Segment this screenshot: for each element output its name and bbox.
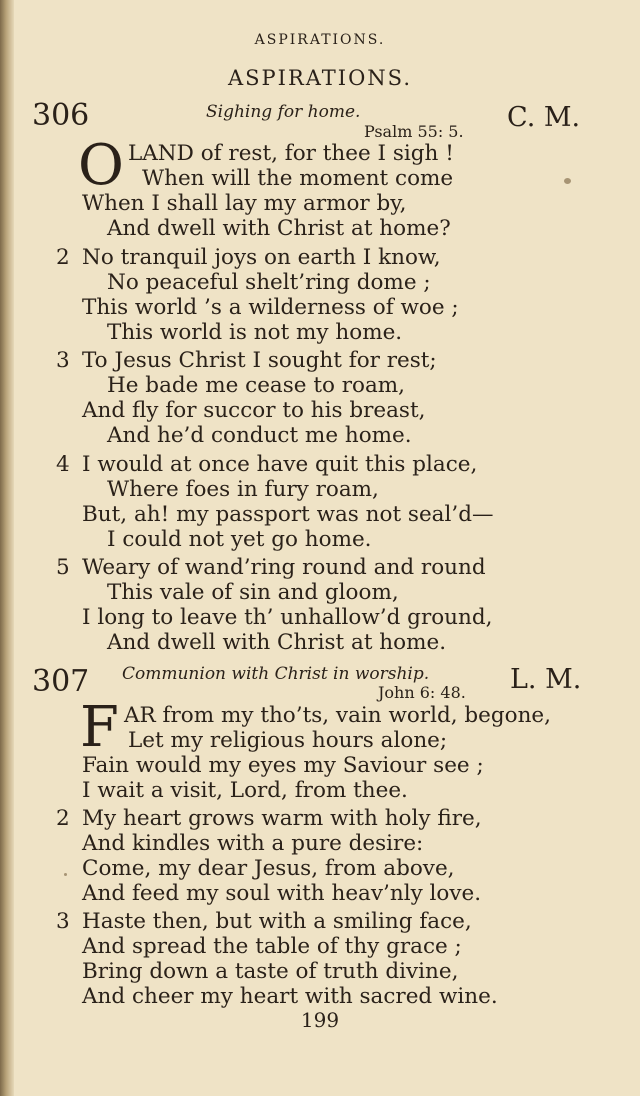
verse-line: Bring down a taste of truth divine, [82, 959, 459, 984]
scripture-reference: John 6: 48. [378, 683, 466, 702]
verse-line: I would at once have quit this place, [82, 452, 478, 477]
verse-line: And dwell with Christ at home? [107, 216, 451, 241]
verse-line: No peaceful shelt’ring dome ; [107, 270, 431, 295]
verse-line: When I shall lay my armor by, [82, 191, 407, 216]
verse-line: And fly for succor to his breast, [82, 398, 426, 423]
hymn-title: Communion with Christ in worship. [122, 664, 430, 684]
page-binding-edge [0, 0, 14, 1096]
hymn-number: 306 [32, 98, 90, 133]
verse-line: And he’d conduct me home. [107, 423, 412, 448]
verse-number: 2 [56, 806, 70, 831]
hymn-title: Sighing for home. [206, 102, 361, 122]
page-number: 199 [300, 1008, 340, 1032]
meter-label: L. M. [510, 664, 582, 695]
verse-line: This world ’s a wilderness of woe ; [82, 295, 459, 320]
drop-cap: F [80, 695, 119, 760]
verse-line: Let my religious hours alone; [128, 728, 448, 753]
section-title: ASPIRATIONS. [227, 66, 412, 90]
verse-line: No tranquil joys on earth I know, [82, 245, 441, 270]
verse-line: When will the moment come [142, 166, 454, 191]
verse-line: And spread the table of thy grace ; [82, 934, 462, 959]
verse-line: This vale of sin and gloom, [107, 580, 399, 605]
verse-number: 2 [56, 245, 70, 270]
verse-number: 3 [56, 909, 70, 934]
verse-line: Where foes in fury roam, [107, 477, 379, 502]
verse-line: AR from my tho’ts, vain world, begone, [124, 703, 551, 728]
verse-line: He bade me cease to roam, [107, 373, 406, 398]
verse-line: But, ah! my passport was not seal’d— [82, 502, 494, 527]
meter-label: C. M. [507, 102, 581, 133]
paper-speck [64, 873, 67, 876]
verse-line: My heart grows warm with holy fire, [82, 806, 482, 831]
verse-line: I long to leave th’ unhallow’d ground, [82, 605, 493, 630]
verse-line: I could not yet go home. [107, 527, 372, 552]
scripture-reference: Psalm 55: 5. [364, 122, 464, 141]
verse-number: 3 [56, 348, 70, 373]
drop-cap: O [78, 133, 124, 198]
verse-line: LAND of rest, for thee I sigh ! [128, 141, 454, 166]
verse-line: To Jesus Christ I sought for rest; [82, 348, 437, 373]
verse-line: Come, my dear Jesus, from above, [82, 856, 455, 881]
verse-line: I wait a visit, Lord, from thee. [82, 778, 408, 803]
verse-line: And dwell with Christ at home. [107, 630, 447, 655]
verse-line: Fain would my eyes my Saviour see ; [82, 753, 484, 778]
verse-line: Haste then, but with a smiling face, [82, 909, 472, 934]
verse-line: This world is not my home. [107, 320, 403, 345]
verse-number: 4 [56, 452, 70, 477]
verse-line: And cheer my heart with sacred wine. [82, 984, 498, 1009]
verse-line: And feed my soul with heav’nly love. [82, 881, 482, 906]
verse-line: Weary of wand’ring round and round [82, 555, 486, 580]
verse-line: And kindles with a pure desire: [82, 831, 424, 856]
verse-number: 5 [56, 555, 70, 580]
running-head: ASPIRATIONS. [254, 32, 386, 48]
hymn-number: 307 [32, 664, 90, 699]
paper-speck [564, 178, 571, 184]
